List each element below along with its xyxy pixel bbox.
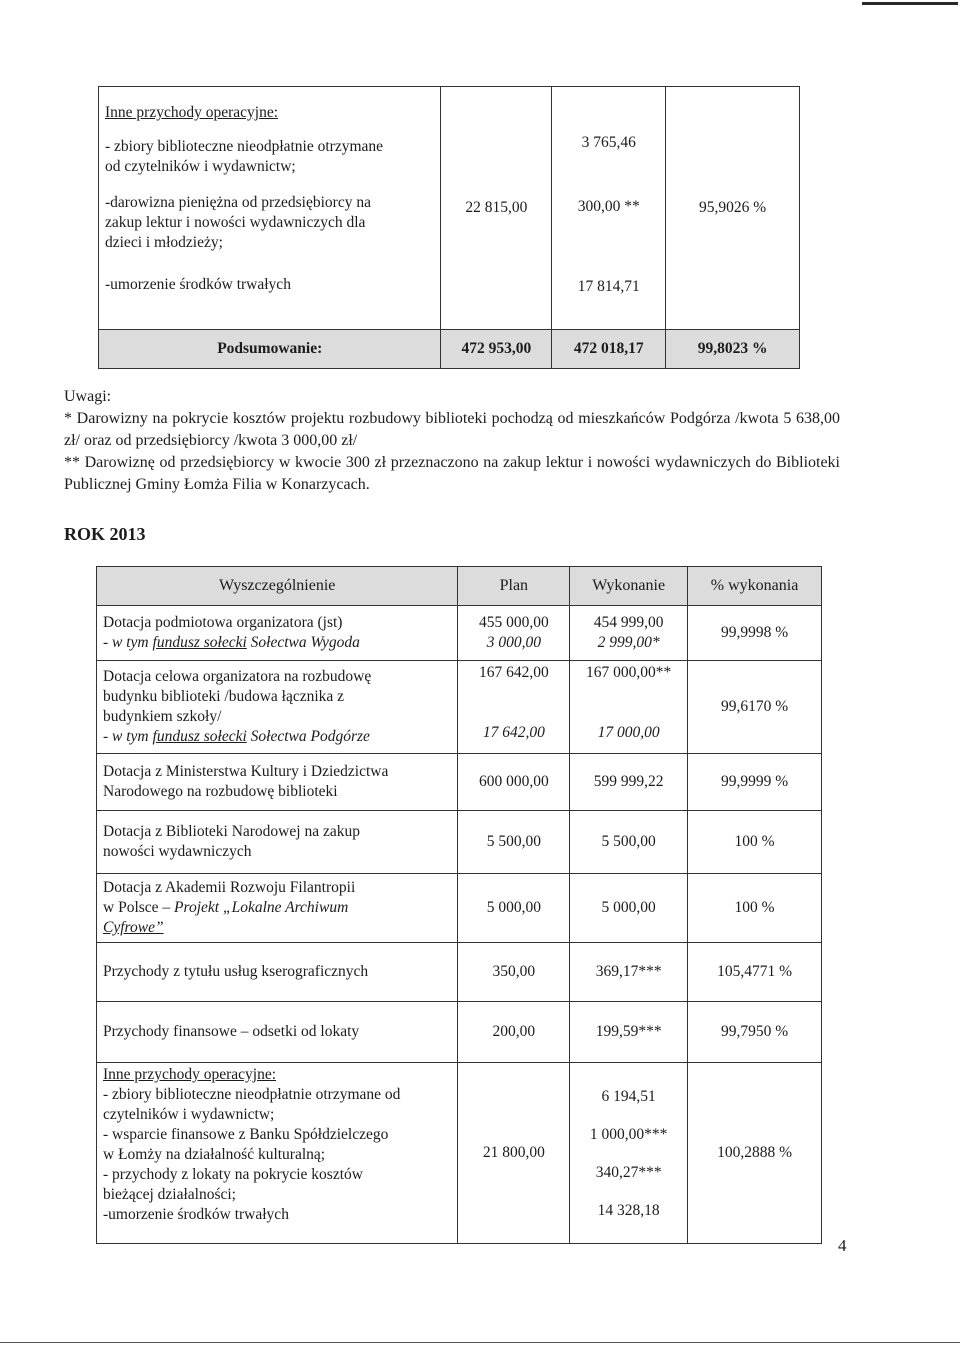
row-description: Przychody z tytułu usług kserograficznych [97,943,458,1002]
plan-cell: 5 000,00 [458,874,570,943]
table-row [97,606,822,661]
page-bottom-line [0,1342,960,1343]
plan-cell: 600 000,00 [458,754,570,811]
table-row [97,1063,822,1244]
row-description: Dotacja z Ministerstwa Kultury i Dziedzictwa Narodowego na rozbudowę biblioteki [97,754,458,811]
header-execution: Wykonanie [570,567,688,606]
execution-cell: 454 999,00 2 999,00* [570,606,688,661]
table-row [97,754,822,811]
execution-cell: 199,59*** [570,1002,688,1063]
plan-cell: 200,00 [458,1002,570,1063]
execution-cell: 599 999,22 [570,754,688,811]
page-number: 4 [838,1236,847,1255]
plan-cell: 22 815,00 [441,87,552,330]
table-row [97,943,822,1002]
table-row [97,811,822,874]
header-percent: % wykonania [688,567,822,606]
row-description: Dotacja z Biblioteki Narodowej na zakup nowości wydawniczych [97,811,458,874]
percent-cell: 100 % [688,811,822,874]
percent-cell: 99,6170 % [688,661,822,754]
table-2013 [96,566,822,1244]
table-row [97,874,822,943]
other-income-description [99,87,441,330]
table-row [97,1002,822,1063]
income-item-line: zakup lektur i nowości wydawniczych dla [105,214,366,231]
income-item-line: dzieci i młodzieży; [105,234,223,251]
year-heading: ROK 2013 [64,524,146,544]
row-description: Dotacja z Akademii Rozwoju Filantropii w Polsce – Projekt „Lokalne Archiwum Cyfrowe” [97,874,458,943]
execution-cell: 5 000,00 [570,874,688,943]
plan-cell: 5 500,00 [458,811,570,874]
execution-cell: 369,17*** [570,943,688,1002]
row-description: Dotacja celowa organizatora na rozbudowę budynku biblioteki /budowa łącznika z budynkiem szkoły/ - w tym fundusz sołecki Sołectwa Podgórze [97,661,458,754]
row-description: Inne przychody operacyjne: - zbiory biblioteczne nieodpłatnie otrzymane od czytelników i wydawnictw; - wsparcie finansowe z Banku Spółdzielczego w Łomży na działalność kulturalną; - przychody z lokaty na pokrycie kosztów bieżącej działalności; -umorzenie środków trwałych [97,1063,458,1244]
notes-section [64,386,840,496]
income-item-line: od czytelników i wydawnictw; [105,158,296,175]
scan-edge-mark [862,2,958,5]
summary-percent: 99,8023 % [666,330,800,369]
table-row [97,661,822,754]
plan-cell: 167 642,00 17 642,00 [458,661,570,754]
percent-cell: 100 % [688,874,822,943]
summary-row [99,330,800,369]
row-description: Dotacja podmiotowa organizatora (jst) - w tym fundusz sołecki Sołectwa Wygoda [97,606,458,661]
execution-cell: 5 500,00 [570,811,688,874]
previous-year-table [98,86,800,369]
table-row [99,87,800,330]
summary-plan: 472 953,00 [441,330,552,369]
header-plan: Plan [458,567,570,606]
summary-execution: 472 018,17 [552,330,666,369]
execution-cell: 167 000,00** 17 000,00 [570,661,688,754]
percent-cell: 105,4771 % [688,943,822,1002]
plan-cell: 21 800,00 [458,1063,570,1244]
percent-cell: 99,9999 % [688,754,822,811]
notes-title: Uwagi: [64,388,112,405]
note-2: ** Darowiznę od przedsiębiorcy w kwocie 300 zł przeznaczono na zakup lektur i nowości wydawniczych do Biblioteki Publicznej Gminy Łomża Filia w Konarzycach. [64,454,840,493]
plan-cell: 455 000,00 3 000,00 [458,606,570,661]
summary-label: Podsumowanie: [99,330,441,369]
percent-cell: 99,7950 % [688,1002,822,1063]
row-description: Przychody finansowe – odsetki od lokaty [97,1002,458,1063]
execution-cell: 3 765,46 300,00 ** 17 814,71 [552,87,666,330]
header-description: Wyszczególnienie [97,567,458,606]
other-income-heading: Inne przychody operacyjne: [105,104,279,121]
income-item-line: -darowizna pieniężna od przedsiębiorcy na [105,194,371,211]
income-item-line: - zbiory biblioteczne nieodpłatnie otrzymane [105,138,384,155]
percent-cell: 99,9998 % [688,606,822,661]
income-item-line: -umorzenie środków trwałych [105,276,291,293]
table-header-row [97,567,822,606]
note-1: * Darowizny na pokrycie kosztów projektu rozbudowy biblioteki pochodzą od mieszkańców Podgórza /kwota 5 638,00 zł/ oraz od przedsiębiorcy /kwota 3 000,00 zł/ [64,410,840,449]
plan-cell: 350,00 [458,943,570,1002]
execution-cell: 6 194,51 1 000,00*** 340,27*** 14 328,18 [570,1063,688,1244]
percent-cell: 100,2888 % [688,1063,822,1244]
percent-cell: 95,9026 % [666,87,800,330]
